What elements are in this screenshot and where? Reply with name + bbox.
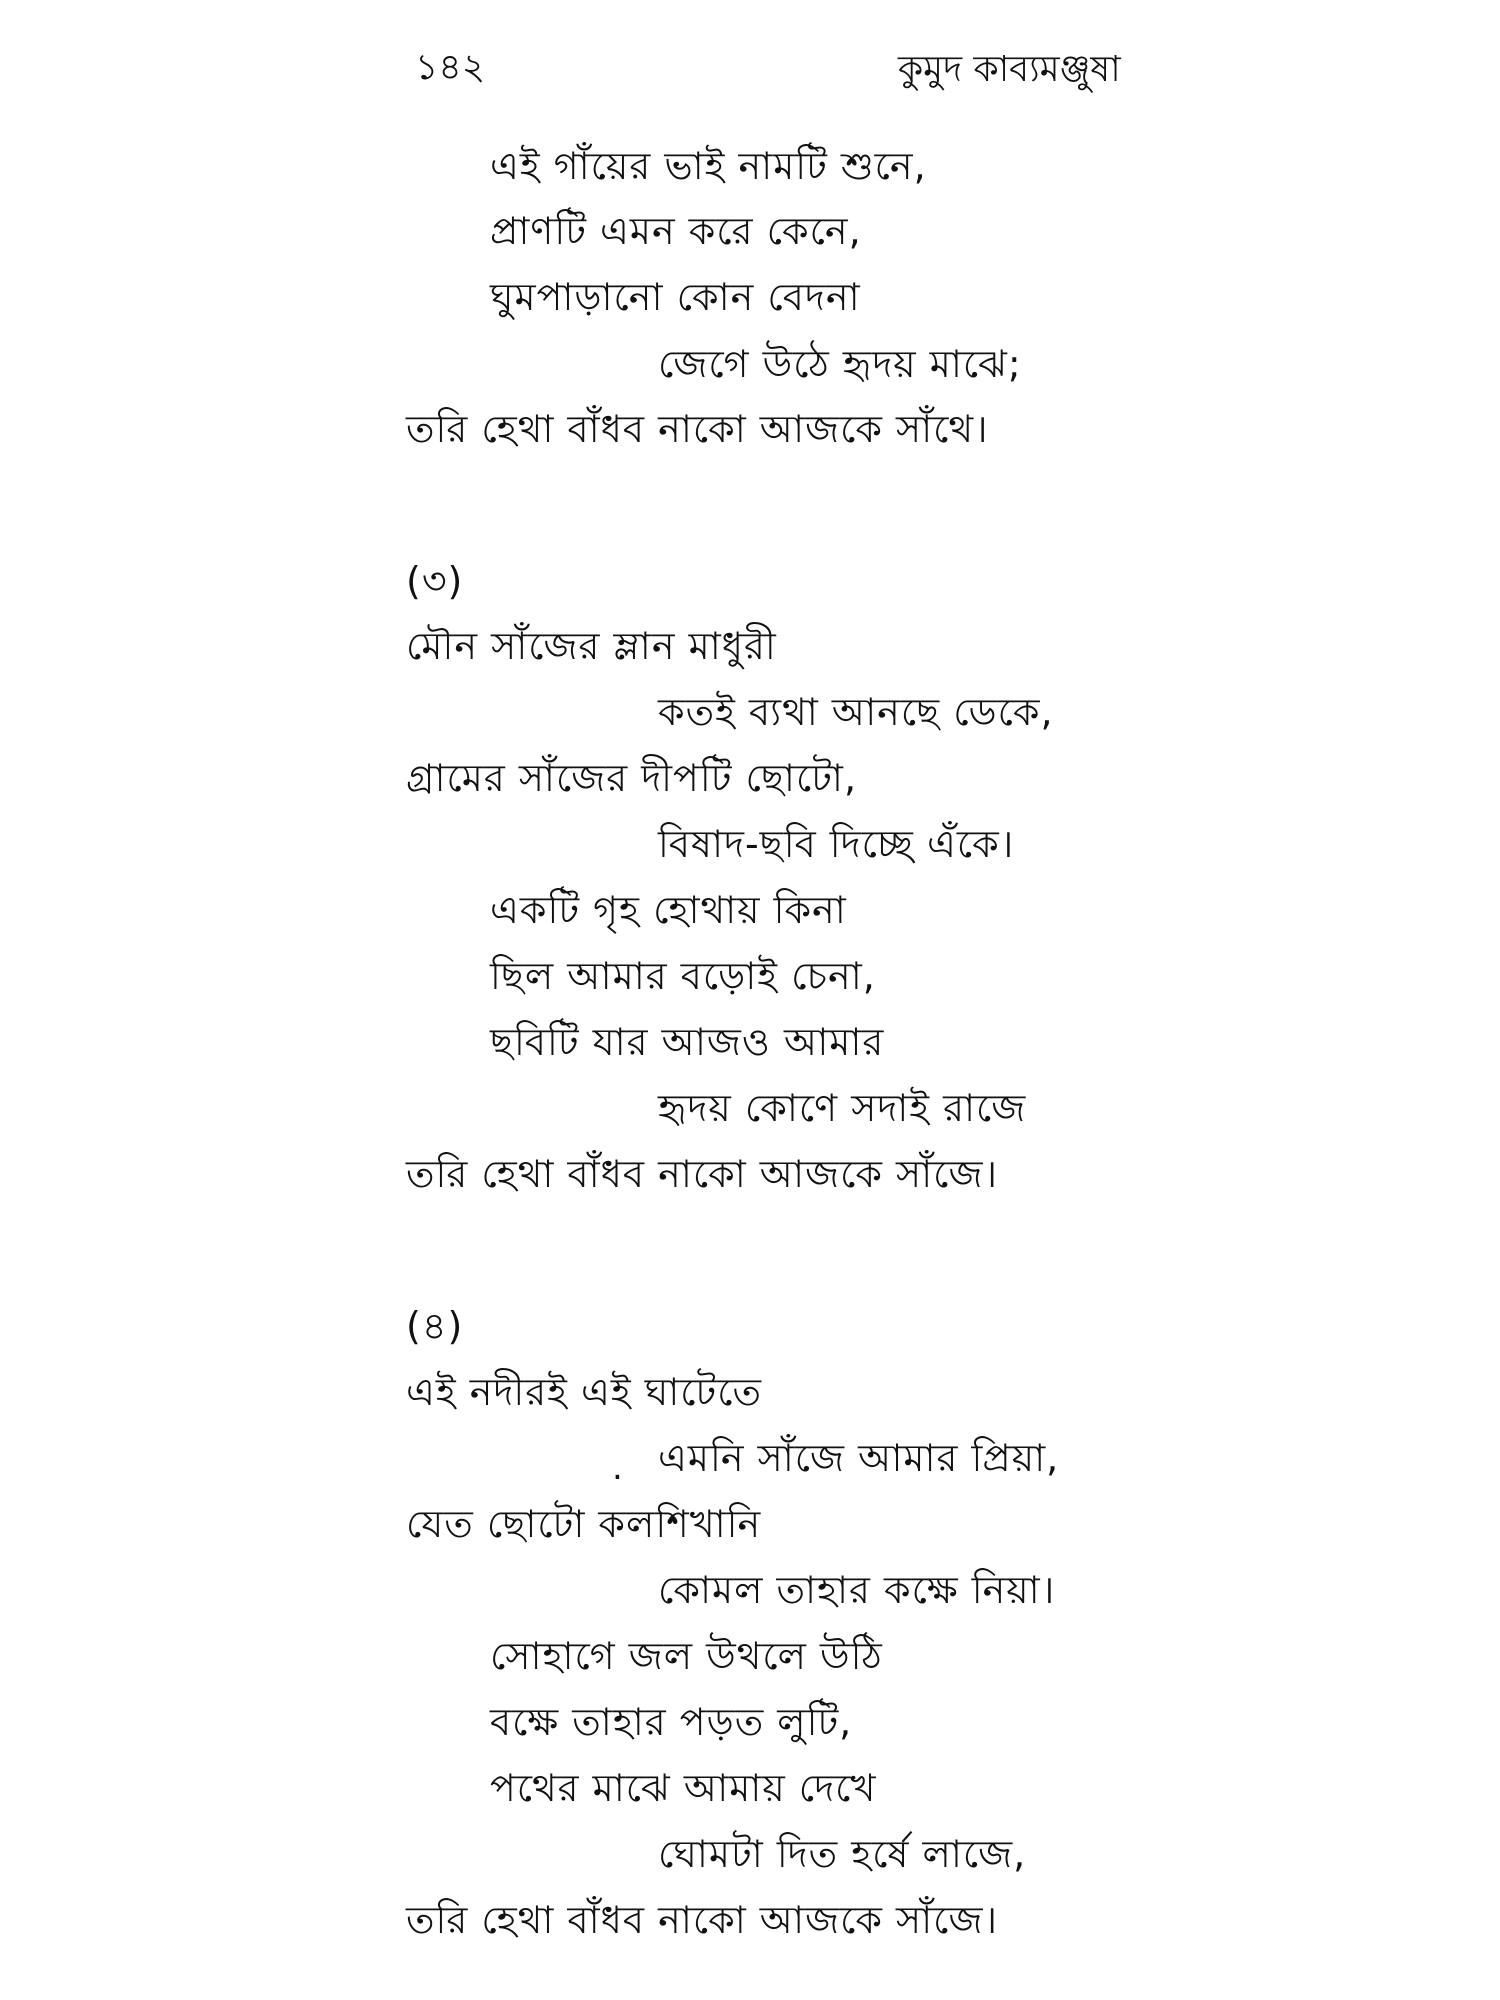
poem-line: ছিল আমার বড়োই চেনা, xyxy=(490,954,876,998)
page-number: ১৪২ xyxy=(415,47,486,88)
poem-line: কোমল তাহার কক্ষে নিয়া। xyxy=(658,1568,1056,1612)
poem-line-refrain: তরি হেথা বাঁধব নাকো আজকে সাঁথে। xyxy=(406,407,989,451)
poem-line-refrain: তরি হেথা বাঁধব নাকো আজকে সাঁজে। xyxy=(406,1898,999,1942)
stray-mark: . xyxy=(612,1448,623,1488)
poem-line: এমনি সাঁজে আমার প্রিয়া, xyxy=(658,1436,1060,1480)
poem-line: যেত ছোটো কলশিখানি xyxy=(406,1502,762,1546)
poem-line: মৌন সাঁজের ম্লান মাধুরী xyxy=(406,624,777,668)
book-title: কুমুদ কাব্যমঞ্জুষা xyxy=(898,49,1121,90)
poem-line: জেগে উঠে হৃদয় মাঝে; xyxy=(658,342,1022,386)
poem-line: প্রাণটি এমন করে কেনে, xyxy=(490,209,862,253)
poem-line-refrain: তরি হেথা বাঁধব নাকো আজকে সাঁজে। xyxy=(406,1152,999,1196)
poem-line: বিষাদ-ছবি দিচ্ছে এঁকে। xyxy=(658,822,1015,866)
stanza-number: (৪) xyxy=(406,1304,464,1348)
poem-line: একটি গৃহ হোথায় কিনা xyxy=(490,888,847,932)
poem-line: এই নদীরই এই ঘাটেতে xyxy=(406,1370,763,1414)
poem-line: পথের মাঝে আমায় দেখে xyxy=(490,1766,877,1810)
stanza-number: (৩) xyxy=(406,559,464,603)
poem-line: কতই ব্যথা আনছে ডেকে, xyxy=(658,690,1054,734)
poem-line: গ্রামের সাঁজের দীপটি ছোটো, xyxy=(406,756,858,800)
poem-line: বক্ষে তাহার পড়ত লুটি, xyxy=(490,1700,853,1744)
poem-line: ঘুমপাড়ানো কোন বেদনা xyxy=(490,275,861,319)
poem-line: ঘোমটা দিত হর্ষে লাজে, xyxy=(658,1832,1027,1876)
poem-line: সোহাগে জল উথলে উঠি xyxy=(490,1634,883,1678)
poem-line: এই গাঁয়ের ভাই নামটি শুনে, xyxy=(490,144,927,188)
poem-line: ছবিটি যার আজও আমার xyxy=(490,1020,885,1064)
poem-line: হৃদয় কোণে সদাই রাজে xyxy=(658,1086,1027,1130)
